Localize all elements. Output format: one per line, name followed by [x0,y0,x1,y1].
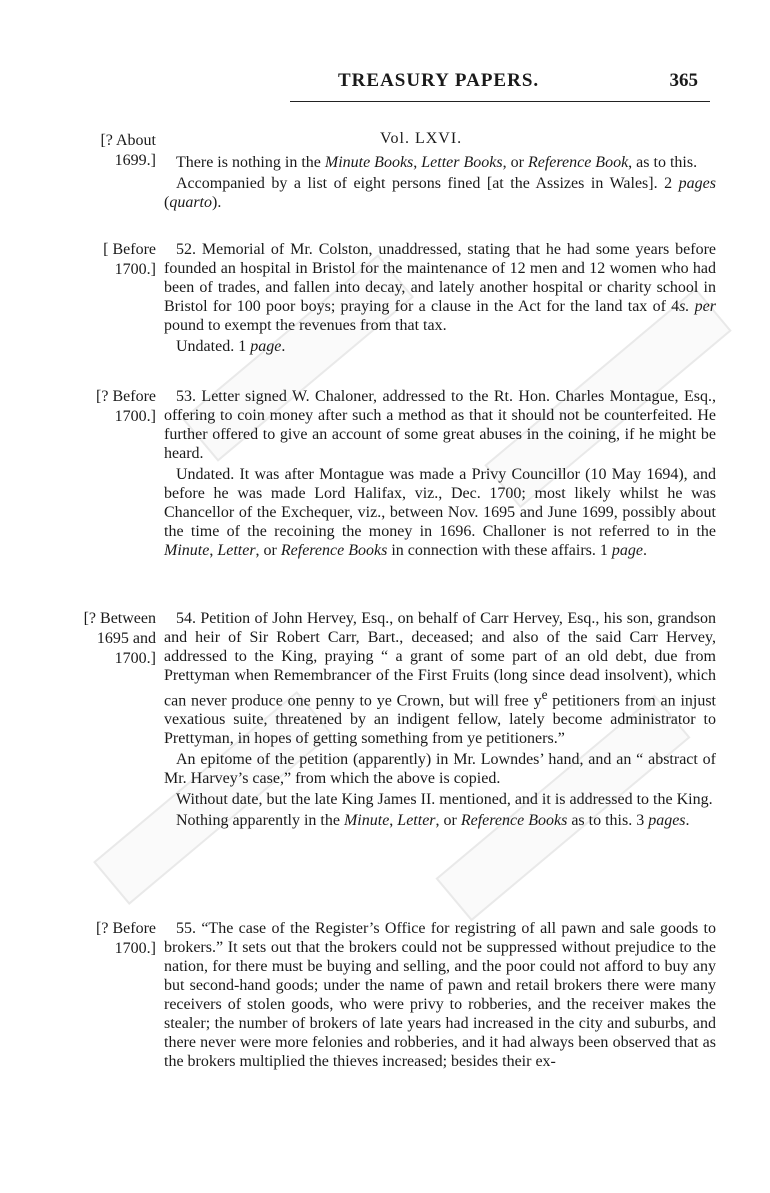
entry-body [164,240,716,356]
entry-paragraph: There is nothing in the Minute Books, Letter Books, or Reference Book, as to this. [176,154,698,171]
margin-date: [? Between 1695 and 1700.] [83,610,156,667]
entry-paragraph: Nothing apparently in the Minute, Letter, or Reference Books as to this. 3 pages. [176,812,690,830]
header-rule [290,101,710,102]
margin-date: [? Before 1700.] [96,388,156,425]
margin-date: [ Before 1700.] [103,241,156,278]
entry-body [164,609,716,830]
volume-heading: Vol. LXVI. [380,130,463,147]
entry-paragraph: 52. Memorial of Mr. Colston, unaddressed, stating that he had some years before founded an hospital in Bristol for the maintenance of 12 men and 12 women who had been of trades, and fallen into decay, and lately another hospital or charity school in Bristol for 100 poor boys; praying for a clause in the Act for the land tax of 4s. per pound to exempt the revenues from that tax. [164,241,716,334]
page-header [290,70,710,100]
entry-paragraph: 54. Petition of John Hervey, Esq., on behalf of Carr Hervey, Esq., his son, grandson and heir of Sir Robert Carr, Bart., deceased; and also of the said Carr Hervey, addressed to the King, praying “ a grant of some part of an old debt, due from Prettyman when Remembrancer of the First Fruits (long since dead insolvent), which can never produce one penny to ye Crown, but will free $y^e$ petitioners from an injust vexatious suite, threatened by an indigent fellow, lately become administrator to Prettyman, in hopes of getting something from ye petitioners.” [164,610,717,748]
running-head: TREASURY PAPERS. [338,70,540,91]
entry-paragraph: An epitome of the petition (apparently) in Mr. Lowndes’ hand, and an “ abstract of Mr. Harvey’s case,” from which the above is copied. [164,751,716,788]
page-number: 365 [669,70,698,91]
entry-paragraph: Accompanied by a list of eight persons fined [at the Assizes in Wales]. 2 pages (quarto). [164,175,716,211]
entry-paragraph: Undated. 1 page. [176,338,286,355]
entry-paragraph: 55. “The case of the Register’s Office for registring of all pawn and sale goods to brokers.” It sets out that the brokers could not be suppressed without prejudice to the nation, for there must be buying and selling, and the poor could not afford to buy any but second-hand goods; under the name of pawn and retail brokers there were many receivers of stolen goods, who were privy to robberies, and the receiver makes the stealer; the number of brokers of late years had increased in the city and suburbs, and there never were more felonies and robberies, and it had always been observed that as the brokers multiplied the thieves increased; besides their ex- [164,920,716,1070]
entry-paragraph: 53. Letter signed W. Chaloner, addressed to the Rt. Hon. Charles Montague, Esq., offering to coin money after such a method as that it should not be counterfeited. He further offered to give an account of some great abuses in the coining, if he might be heard. [164,388,716,462]
entry-body [164,387,716,560]
entry-paragraph: Undated. It was after Montague was made a Privy Councillor (10 May 1694), and before he was made Lord Halifax, viz., Dec. 1700; most likely whilst he was Chancellor of the Exchequer, viz., between Nov. 1695 and June 1699, possibly about the time of the recoining the money in 1696. Challoner is not referred to in the Minute, Letter, or Reference Books in connection with these affairs. 1 page. [164,466,716,559]
entry-paragraph: Without date, but the late King James II. mentioned, and it is addressed to the King. [176,791,713,809]
margin-date: [? Before 1700.] [96,920,156,957]
margin-date: [? About 1699.] [100,132,156,169]
entry-body [164,153,716,212]
entry-body [164,919,716,1071]
